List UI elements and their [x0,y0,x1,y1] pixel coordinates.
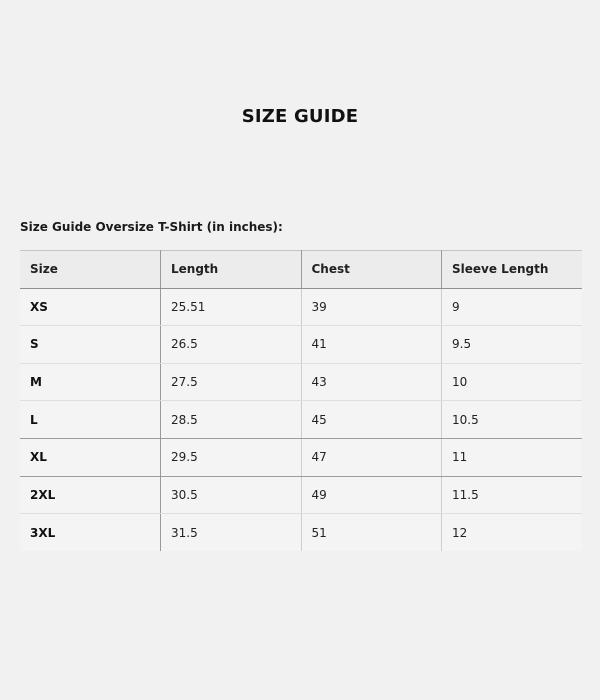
table-row [20,363,582,401]
chest-cell: 49 [301,476,442,514]
table-row [20,514,582,552]
sleeve-length-cell: 11 [442,438,583,476]
sleeve-length-cell: 9.5 [442,326,583,364]
table-caption: Size Guide Oversize T-Shirt (in inches): [20,220,283,234]
size-cell: S [20,326,161,364]
page-title: SIZE GUIDE [241,106,359,127]
header-length: Length [161,251,302,289]
header-row [20,251,582,289]
table-header [20,251,582,289]
chest-cell: 47 [301,438,442,476]
table-row [20,288,582,326]
chest-cell: 43 [301,363,442,401]
size-cell: L [20,401,161,439]
header-chest: Chest [301,251,442,289]
sleeve-length-cell: 10 [442,363,583,401]
table-row [20,326,582,364]
chest-cell: 41 [301,326,442,364]
size-cell: 3XL [20,514,161,552]
size-cell: M [20,363,161,401]
length-cell: 28.5 [161,401,302,439]
table-row [20,476,582,514]
chest-cell: 51 [301,514,442,552]
table-row [20,401,582,439]
length-cell: 31.5 [161,514,302,552]
table-row [20,438,582,476]
size-cell: 2XL [20,476,161,514]
header-size: Size [20,251,161,289]
length-cell: 27.5 [161,363,302,401]
chest-cell: 39 [301,288,442,326]
size-guide-table [20,250,582,551]
table-body [20,288,582,551]
header-sleeve-length: Sleeve Length [442,251,583,289]
size-cell: XL [20,438,161,476]
sleeve-length-cell: 10.5 [442,401,583,439]
length-cell: 30.5 [161,476,302,514]
length-cell: 29.5 [161,438,302,476]
sleeve-length-cell: 11.5 [442,476,583,514]
size-cell: XS [20,288,161,326]
sleeve-length-cell: 12 [442,514,583,552]
length-cell: 26.5 [161,326,302,364]
chest-cell: 45 [301,401,442,439]
length-cell: 25.51 [161,288,302,326]
sleeve-length-cell: 9 [442,288,583,326]
